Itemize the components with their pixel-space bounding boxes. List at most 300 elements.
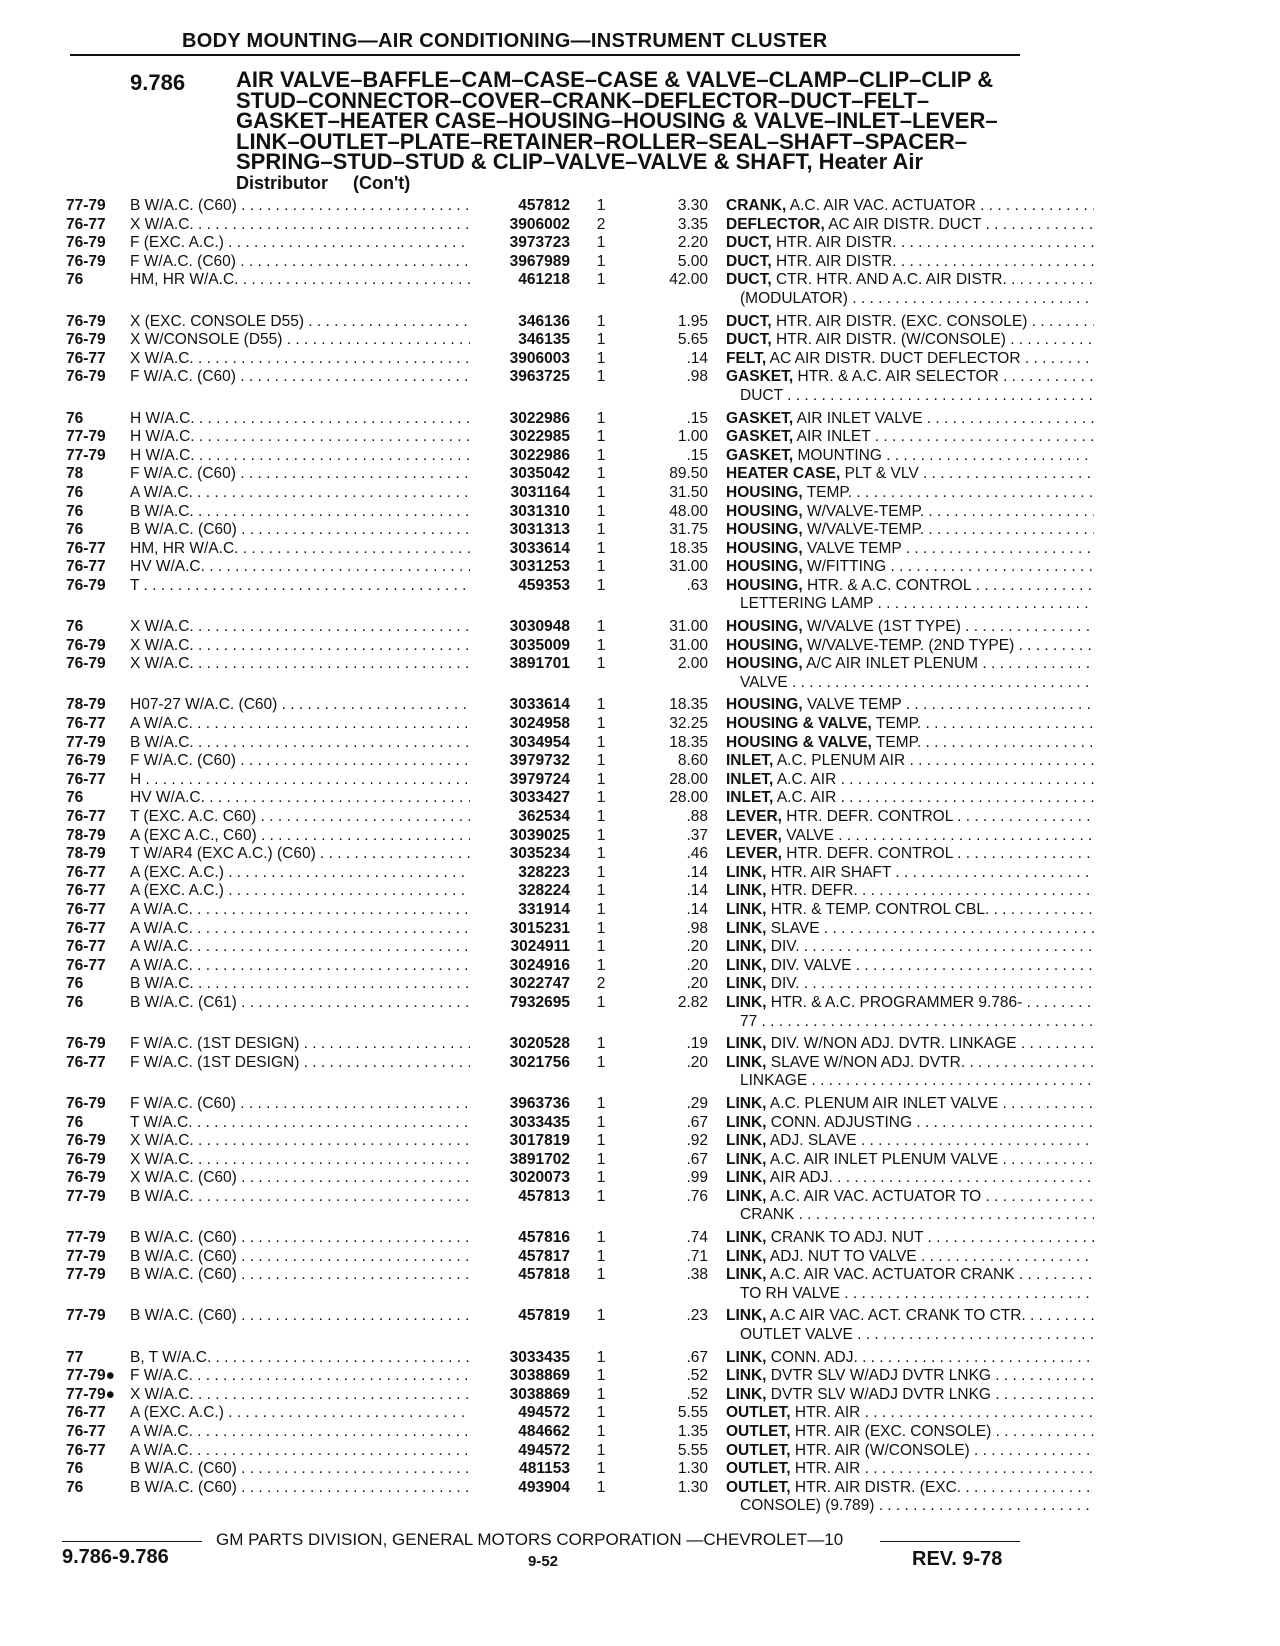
application: HM, HR W/A.C. . . . — [130, 540, 470, 558]
table-row — [66, 1054, 1026, 1091]
application: T (EXC. A.C. C60) . . . — [130, 808, 470, 826]
part-name: LINK, — [726, 919, 767, 937]
quantity: 1 — [596, 636, 606, 654]
application: B W/A.C. (C61) . . . — [130, 994, 470, 1012]
model-years: 76-79 — [66, 576, 106, 594]
price: 1.30 — [677, 1478, 708, 1496]
table-row — [66, 1095, 1026, 1114]
model-years: 76-79 — [66, 655, 106, 673]
price: 89.50 — [669, 465, 708, 483]
part-detail: HTR. & A.C. AIR SELECTOR — [797, 368, 999, 386]
part-description — [726, 350, 1094, 368]
table-row — [66, 1035, 1026, 1054]
application: X W/A.C. . . . — [130, 350, 470, 368]
application: H W/A.C. . . . — [130, 410, 470, 428]
quantity: 1 — [596, 845, 606, 863]
part-number: 3906003 — [509, 349, 570, 367]
application: X W/A.C. (C60) . . . — [130, 1169, 470, 1187]
model-years: 76-77 — [66, 558, 106, 576]
quantity: 1 — [596, 863, 606, 881]
model-years: 77-79 — [66, 197, 106, 214]
part-name: LINK, — [726, 1132, 767, 1150]
part-description — [726, 827, 1094, 845]
application: B W/A.C. . . . — [130, 503, 470, 521]
model-years: 76 — [66, 1113, 84, 1131]
part-description — [726, 618, 1094, 636]
application: F W/A.C. (C60) . . . — [130, 465, 470, 483]
part-number: 3033427 — [509, 789, 570, 807]
table-row — [66, 465, 1026, 484]
part-number: 3031310 — [509, 502, 570, 520]
part-number: 3020528 — [509, 1035, 570, 1053]
model-years: 77-79 — [66, 446, 106, 464]
table-row — [66, 1442, 1026, 1461]
model-years: 76-79 — [66, 1150, 106, 1168]
table-row — [66, 994, 1026, 1031]
part-name: LINK, — [726, 1035, 767, 1053]
part-detail: DIV. — [770, 975, 800, 993]
part-detail: AC AIR DISTR. DUCT DEFLECTOR — [769, 349, 1021, 367]
application: X W/CONSOLE (D55) . . . — [130, 331, 470, 349]
application: B W/A.C. (C60) . . . — [130, 521, 470, 539]
quantity: 1 — [596, 1113, 606, 1131]
application: A (EXC A.C., C60) . . . — [130, 827, 470, 845]
part-detail: HTR. AIR — [794, 1460, 861, 1478]
price: 18.35 — [669, 696, 708, 714]
part-name: HOUSING, — [726, 618, 803, 636]
model-years: 76-77 — [66, 349, 106, 367]
part-description — [726, 789, 1094, 807]
model-years: 76-77 — [66, 1053, 106, 1071]
application: X W/A.C. . . . — [130, 1151, 470, 1169]
page-header: BODY MOUNTING—AIR CONDITIONING—INSTRUMENT CLUSTER — [182, 30, 828, 52]
model-years: 76-79 — [66, 752, 106, 770]
price: .52 — [686, 1385, 708, 1403]
part-number: 3033614 — [509, 696, 570, 714]
part-number: 3031253 — [509, 558, 570, 576]
model-years: 76 — [66, 789, 84, 807]
application: A W/A.C. . . . — [130, 1423, 470, 1441]
quantity: 1 — [596, 1423, 606, 1440]
part-detail: A.C. PLENUM AIR — [776, 752, 906, 770]
table-row — [66, 882, 1026, 901]
part-name: GASKET, — [726, 368, 794, 386]
part-number: 3033435 — [509, 1348, 570, 1366]
part-number: 3031164 — [510, 483, 570, 501]
part-name: HOUSING, — [726, 636, 803, 654]
price: 5.55 — [677, 1441, 708, 1459]
part-description — [726, 216, 1094, 234]
quantity: 1 — [596, 234, 606, 252]
table-row — [66, 368, 1026, 405]
part-description — [726, 447, 1094, 465]
part-detail: HTR. AIR DISTR. (W/CONSOLE) — [775, 331, 1006, 349]
model-years: 76-79 — [66, 312, 106, 330]
part-description — [726, 465, 1094, 483]
table-row — [66, 428, 1026, 447]
quantity: 1 — [596, 349, 606, 367]
part-description — [726, 1151, 1094, 1169]
quantity: 1 — [596, 1229, 606, 1247]
part-detail: SLAVE W/NON ADJ. DVTR. — [770, 1053, 966, 1071]
part-name: OUTLET, — [726, 1423, 791, 1440]
part-detail: AIR ADJ. — [769, 1169, 833, 1187]
part-detail: W/VALVE-TEMP. — [806, 521, 925, 539]
table-row — [66, 1404, 1026, 1423]
part-detail: TEMP. — [875, 733, 922, 751]
model-years: 76 — [66, 1478, 84, 1496]
quantity: 1 — [596, 956, 606, 974]
part-description — [726, 331, 1094, 349]
part-description — [726, 503, 1094, 521]
quantity: 1 — [596, 252, 606, 270]
price: 48.00 — [669, 502, 708, 520]
application: B W/A.C. (C60) . . . — [130, 1266, 470, 1284]
quantity: 1 — [596, 1053, 606, 1071]
application: A W/A.C. . . . — [130, 715, 470, 733]
part-name: DUCT, — [726, 234, 772, 252]
part-detail-continued: TO RH VALVE . . . — [740, 1285, 1094, 1303]
part-detail: A.C. AIR — [776, 770, 837, 788]
model-years: 77 — [66, 1348, 84, 1366]
part-number: 3891702 — [509, 1150, 570, 1168]
model-years: 78-79 — [66, 826, 106, 844]
part-number: 3031313 — [509, 521, 570, 539]
part-number: 493904 — [518, 1478, 570, 1496]
part-detail: A.C. AIR VAC. ACTUATOR CRANK — [769, 1266, 1015, 1284]
part-number: 494572 — [518, 1404, 570, 1422]
quantity: 1 — [596, 808, 606, 825]
part-number: 3024911 — [510, 938, 570, 956]
part-detail: CONN. ADJUSTING — [770, 1113, 913, 1131]
part-number: 3022986 — [509, 446, 570, 464]
part-description — [726, 808, 1094, 826]
table-row — [66, 253, 1026, 272]
price: .99 — [686, 1169, 708, 1187]
part-detail: HTR. DEFR. — [770, 882, 858, 900]
price: 5.55 — [677, 1404, 708, 1422]
price: 28.00 — [669, 789, 708, 807]
part-detail: DVTR SLV W/ADJ DVTR LNKG — [770, 1367, 991, 1385]
part-description — [726, 994, 1094, 1031]
application: T W/AR4 (EXC A.C.) (C60) . . . — [130, 845, 470, 863]
price: 1.95 — [677, 312, 708, 330]
part-number: 331914 — [518, 900, 570, 918]
quantity: 1 — [596, 483, 606, 501]
price: .98 — [686, 368, 708, 386]
part-number: 3017819 — [509, 1132, 570, 1150]
section-title — [236, 67, 1026, 193]
part-detail: HTR. AIR SHAFT — [770, 863, 892, 881]
part-detail: HTR. DEFR. CONTROL — [786, 808, 953, 825]
price: 3.35 — [677, 215, 708, 233]
part-description — [726, 1248, 1094, 1266]
quantity: 1 — [596, 1348, 606, 1366]
application: HV W/A.C. . . . — [130, 558, 470, 576]
table-row — [66, 1460, 1026, 1479]
quantity: 1 — [596, 446, 606, 464]
application: F W/A.C. (C60) . . . — [130, 253, 470, 271]
quantity: 1 — [596, 1385, 606, 1403]
part-number: 3022747 — [509, 975, 570, 993]
part-number: 3979732 — [509, 752, 570, 770]
part-description — [726, 1169, 1094, 1187]
price: 1.35 — [677, 1423, 708, 1440]
part-number: 3033435 — [509, 1113, 570, 1131]
part-description — [726, 271, 1094, 308]
price: .23 — [686, 1307, 708, 1325]
quantity: 1 — [596, 1187, 606, 1205]
part-number: 3015231 — [509, 919, 570, 937]
quantity: 1 — [596, 1094, 606, 1112]
table-row — [66, 1151, 1026, 1170]
model-years: 76-77 — [66, 882, 106, 900]
part-description — [726, 1132, 1094, 1150]
part-name: LINK, — [726, 1348, 767, 1366]
price: .14 — [686, 882, 708, 900]
part-number: 346136 — [518, 312, 570, 330]
quantity: 1 — [596, 752, 606, 770]
part-name: LINK, — [726, 956, 767, 974]
table-row — [66, 1367, 1026, 1386]
part-detail-continued: CONSOLE) (9.789) . . . — [740, 1497, 1094, 1515]
model-years: 77-79 — [66, 733, 106, 751]
part-number: 3963725 — [509, 368, 570, 386]
part-number: 459353 — [518, 576, 570, 594]
part-number: 3038869 — [509, 1385, 570, 1403]
part-name: GASKET, — [726, 409, 794, 427]
part-number: 3022985 — [509, 428, 570, 446]
part-name: LINK, — [726, 1094, 767, 1112]
part-name: OUTLET, — [726, 1478, 791, 1496]
application: X (EXC. CONSOLE D55) . . . — [130, 313, 470, 331]
part-detail: AIR INLET VALVE — [796, 409, 923, 427]
table-row — [66, 901, 1026, 920]
part-description — [726, 577, 1094, 614]
quantity: 1 — [596, 502, 606, 520]
part-name: LINK, — [726, 1385, 767, 1403]
table-row — [66, 410, 1026, 429]
price: 5.65 — [677, 331, 708, 349]
section-title-cont: (Con't) — [353, 172, 411, 193]
table-row — [66, 1229, 1026, 1248]
application: H . . . — [130, 771, 470, 789]
part-description — [726, 484, 1094, 502]
model-years: 76-77 — [66, 808, 106, 825]
quantity: 1 — [596, 271, 606, 289]
application: H W/A.C. . . . — [130, 447, 470, 465]
part-description — [726, 1479, 1094, 1516]
part-detail: HTR. DEFR. CONTROL — [786, 845, 953, 863]
application: B W/A.C. (C60) . . . — [130, 1229, 470, 1247]
part-description — [726, 715, 1094, 733]
part-number: 481153 — [519, 1460, 570, 1478]
price: .76 — [686, 1187, 708, 1205]
part-detail: DIV. — [770, 938, 800, 956]
footer-corporation: GM PARTS DIVISION, GENERAL MOTORS CORPORATION —CHEVROLET—10 — [216, 1530, 844, 1549]
part-name: HOUSING, — [726, 558, 803, 576]
model-years: 76-79 — [66, 252, 106, 270]
price: 31.00 — [669, 636, 708, 654]
model-years: 77-79 — [66, 1247, 106, 1265]
part-name: LINK, — [726, 1266, 767, 1284]
part-detail: TEMP. — [875, 715, 922, 733]
part-detail: AIR INLET — [796, 428, 871, 446]
part-number: 457818 — [518, 1266, 570, 1284]
price: .71 — [686, 1247, 708, 1265]
part-name: DUCT, — [726, 331, 772, 349]
part-detail: W/FITTING — [806, 558, 887, 576]
part-detail: W/VALVE-TEMP. — [806, 502, 925, 520]
model-years: 76-79 — [66, 1132, 106, 1150]
part-description — [726, 637, 1094, 655]
part-number: 494572 — [518, 1441, 570, 1459]
table-row — [66, 696, 1026, 715]
table-row — [66, 521, 1026, 540]
part-detail: A.C. PLENUM AIR INLET VALVE — [769, 1094, 999, 1112]
price: 1.30 — [677, 1460, 708, 1478]
part-number: 457812 — [518, 197, 570, 214]
quantity: 1 — [596, 655, 606, 673]
part-description — [726, 1349, 1094, 1367]
application: F W/A.C. (C60) . . . — [130, 752, 470, 770]
price: .67 — [686, 1150, 708, 1168]
model-years: 76-77 — [66, 770, 106, 788]
price: .52 — [686, 1367, 708, 1385]
quantity: 1 — [596, 733, 606, 751]
quantity: 1 — [596, 826, 606, 844]
table-row — [66, 637, 1026, 656]
part-number: 3039025 — [509, 826, 570, 844]
table-row — [66, 234, 1026, 253]
quantity: 1 — [596, 1307, 606, 1325]
part-number: 3024916 — [509, 956, 570, 974]
part-name: LINK, — [726, 863, 767, 881]
part-detail: A.C AIR VAC. ACT. CRANK TO CTR. — [769, 1307, 1026, 1325]
part-number: 362534 — [518, 808, 570, 825]
part-number: 3020073 — [509, 1169, 570, 1187]
quantity: 1 — [596, 1460, 606, 1478]
table-row — [66, 618, 1026, 637]
part-description — [726, 1367, 1094, 1385]
application: F W/A.C. . . . — [130, 1367, 470, 1385]
part-name: LINK, — [726, 900, 767, 918]
table-row — [66, 827, 1026, 846]
part-detail: ADJ. SLAVE — [769, 1132, 857, 1150]
part-detail-continued: 77 . . . — [740, 1013, 1094, 1031]
table-row — [66, 1169, 1026, 1188]
part-description — [726, 845, 1094, 863]
part-description — [726, 1442, 1094, 1460]
part-name: LINK, — [726, 1053, 767, 1071]
part-detail: W/VALVE-TEMP. (2ND TYPE) — [806, 636, 1015, 654]
table-row — [66, 313, 1026, 332]
model-years: 76 — [66, 975, 84, 993]
model-years: 76 — [66, 483, 84, 501]
part-number: 3024958 — [509, 715, 570, 733]
part-detail: HTR. AIR DISTR. — [775, 234, 897, 252]
model-years: 78-79 — [66, 696, 106, 714]
part-description — [726, 1188, 1094, 1225]
application: H07-27 W/A.C. (C60) . . . — [130, 696, 470, 714]
table-row — [66, 331, 1026, 350]
price: .67 — [686, 1348, 708, 1366]
price: 2.00 — [677, 655, 708, 673]
table-row — [66, 975, 1026, 994]
part-name: HOUSING, — [726, 539, 803, 557]
price: .38 — [686, 1266, 708, 1284]
part-detail: DIV. W/NON ADJ. DVTR. LINKAGE — [770, 1035, 1017, 1053]
application: B W/A.C. (C60) . . . — [130, 1479, 470, 1497]
part-name: DUCT, — [726, 252, 772, 270]
part-description — [726, 882, 1094, 900]
application: B W/A.C. . . . — [130, 1188, 470, 1206]
part-name: LINK, — [726, 1229, 767, 1247]
table-row — [66, 752, 1026, 771]
model-years: 77-79 — [66, 1229, 106, 1247]
model-years: 76-77 — [66, 1423, 106, 1440]
price: .20 — [686, 1053, 708, 1071]
part-name: HOUSING, — [726, 483, 803, 501]
application: A W/A.C. . . . — [130, 957, 470, 975]
part-number: 457817 — [518, 1247, 570, 1265]
model-years: 76 — [66, 1460, 84, 1478]
part-number: 3979724 — [509, 770, 570, 788]
model-years: 76-77 — [66, 863, 106, 881]
quantity: 1 — [596, 993, 606, 1011]
part-detail: VALVE — [786, 826, 834, 844]
part-name: HOUSING & VALVE, — [726, 715, 872, 733]
section-title-line: STUD–CONNECTOR–COVER–CRANK–DEFLECTOR–DUCT–FELT– — [236, 87, 930, 113]
quantity: 1 — [596, 197, 606, 214]
application: F (EXC. A.C.) . . . — [130, 234, 470, 252]
table-row — [66, 540, 1026, 559]
price: 18.35 — [669, 733, 708, 751]
quantity: 1 — [596, 331, 606, 349]
part-number: 3906002 — [509, 215, 570, 233]
part-description — [726, 1114, 1094, 1132]
quantity: 1 — [596, 368, 606, 386]
part-description — [726, 920, 1094, 938]
table-row — [66, 1188, 1026, 1225]
part-name: DEFLECTOR, — [726, 215, 825, 233]
application: A W/A.C. . . . — [130, 920, 470, 938]
part-name: OUTLET, — [726, 1460, 791, 1478]
application: A (EXC. A.C.) . . . — [130, 864, 470, 882]
part-number: 3973723 — [509, 234, 570, 252]
application: T W/A.C. . . . — [130, 1114, 470, 1132]
section-title-line: LINK–OUTLET–PLATE–RETAINER–ROLLER–SEAL–SHAFT–SPACER– — [236, 128, 967, 154]
part-detail: CRANK TO ADJ. NUT — [770, 1229, 924, 1247]
price: .63 — [686, 576, 708, 594]
part-detail-continued: VALVE . . . — [740, 674, 1094, 692]
part-name: GASKET, — [726, 446, 794, 464]
part-detail: TEMP. — [806, 483, 853, 501]
part-name: LEVER, — [726, 845, 782, 863]
part-number: 3034954 — [509, 733, 570, 751]
part-description — [726, 1404, 1094, 1422]
quantity: 1 — [596, 919, 606, 937]
part-detail: HTR. AIR DISTR. (EXC. CONSOLE) — [775, 312, 1028, 330]
model-years: 76-79 — [66, 1035, 106, 1053]
part-detail-continued: DUCT . . . — [740, 387, 1094, 405]
part-description — [726, 1054, 1094, 1091]
part-number: 328224 — [518, 882, 570, 900]
part-name: LINK, — [726, 1187, 767, 1205]
table-row — [66, 447, 1026, 466]
part-detail: A.C. AIR VAC. ACTUATOR — [789, 197, 976, 214]
part-number: 346135 — [518, 331, 570, 349]
